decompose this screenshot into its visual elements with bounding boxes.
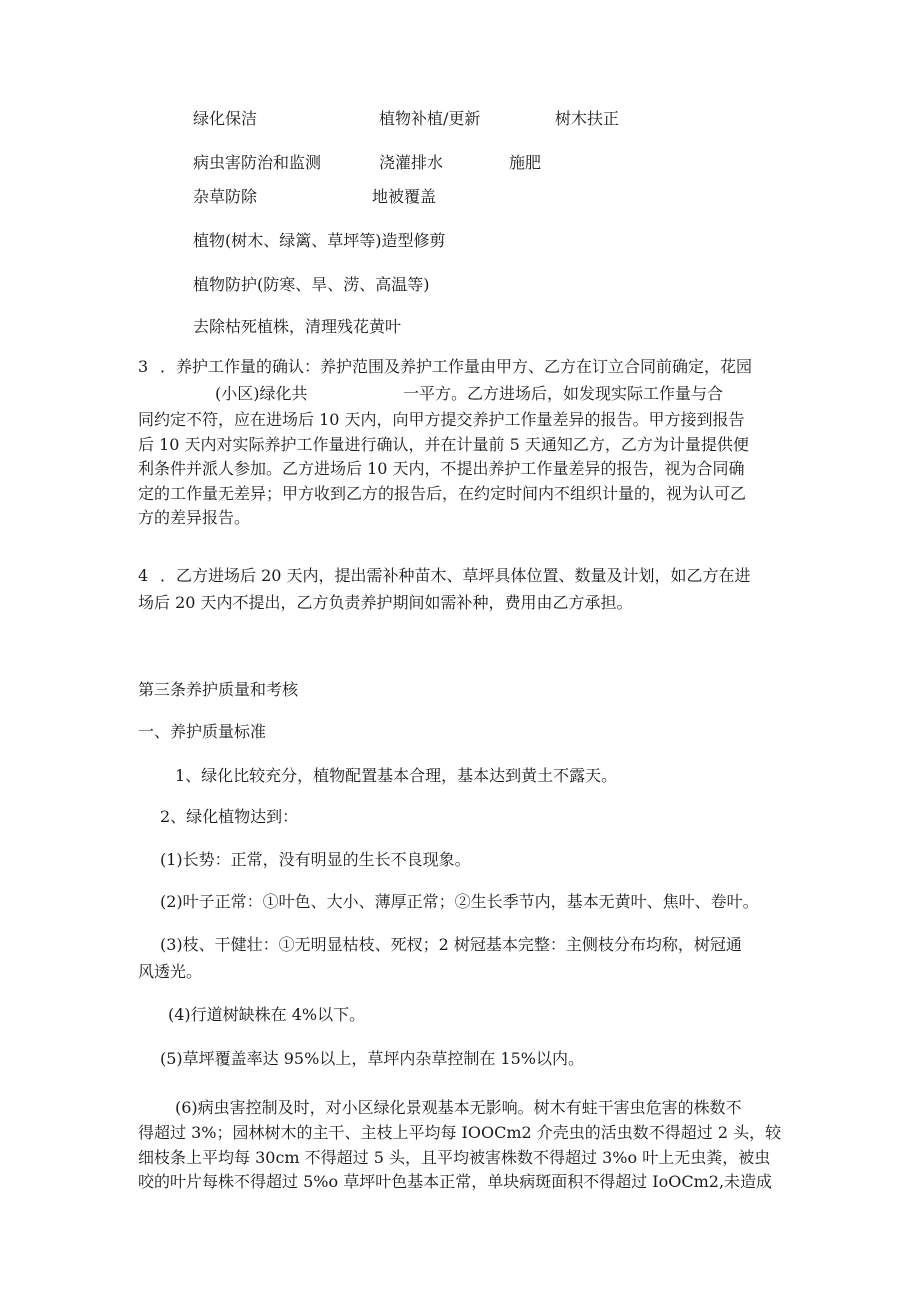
para3-line2a: (小区)绿化共	[215, 384, 308, 403]
criterion-2: (2)叶子正常：①叶色、大小、薄厚正常；②生长季节内，基本无黄叶、焦叶、卷叶。	[160, 892, 759, 911]
item-greening-cleaning: 绿化保洁	[193, 109, 258, 128]
item-plant-protection: 植物防护(防寒、旱、涝、高温等)	[193, 275, 430, 294]
item-weed-removal: 杂草防除	[193, 187, 258, 206]
para3-line1: ．养护工作量的确认：养护范围及养护工作量由甲方、乙方在订立合同前确定，花园	[160, 357, 753, 376]
para4-line1: ．乙方进场后 20 天内，提出需补种苗木、草坪具体位置、数量及计划，如乙方在进	[160, 566, 751, 585]
item-replant-renew: 植物补植/更新	[379, 109, 481, 128]
para4-line2: 场后 20 天内不提出，乙方负责养护期间如需补种，费用由乙方承担。	[138, 593, 633, 612]
standard-2: 2、绿化植物达到：	[160, 807, 299, 826]
para3-line6: 定的工作量无差异；甲方收到乙方的报告后，在约定时间内不组织计量的，视为认可乙	[138, 483, 747, 503]
item-shape-pruning: 植物(树木、绿篱、草坪等)造型修剪	[193, 231, 446, 250]
para3-line7: 方的差异报告。	[138, 508, 251, 527]
criterion-3-line2: 风透光。	[138, 962, 203, 981]
criterion-3-line1: (3)枝、干健壮：①无明显枯枝、死杈；2 树冠基本完整：主侧枝分布均称，树冠通	[160, 935, 742, 954]
criterion-6-line2: 得超过 3%；园林树木的主干、主枝上平均每 IOOCm2 介壳虫的活虫数不得超过 2 头，较	[138, 1123, 782, 1142]
para3-body	[138, 408, 798, 531]
item-fertilizing: 施肥	[509, 153, 542, 172]
para3-number: 3	[138, 357, 149, 376]
para3-line2b: 一平方。乙方进场后，如发现实际工作量与合	[403, 384, 724, 403]
criterion-5: (5)草坪覆盖率达 95%以上，草坪内杂草控制在 15%以内。	[160, 1049, 584, 1068]
criterion-6-line1: (6)病虫害控制及时，对小区绿化景观基本无影响。树木有蛀干害虫危害的株数不	[175, 1098, 742, 1117]
criterion-4: (4)行道树缺株在 4%以下。	[168, 1005, 366, 1024]
criterion-6-body	[138, 1121, 798, 1195]
para3-line3: 同约定不符，应在进场后 10 天内，向甲方提交养护工作量差异的报告。甲方接到报告	[138, 410, 745, 429]
item-ground-cover: 地被覆盖	[372, 187, 437, 206]
item-irrigation-drainage: 浇灌排水	[379, 153, 444, 172]
item-remove-dead: 去除枯死植株，清理残花黄叶	[193, 317, 402, 336]
standard-1: 1、绿化比较充分，植物配置基本合理，基本达到黄土不露天。	[175, 766, 618, 785]
item-pest-control: 病虫害防治和监测	[193, 153, 322, 172]
item-tree-straighten: 树木扶正	[555, 109, 620, 128]
criterion-6-line4: 咬的叶片每株不得超过 5%o 草坪叶色基本正常，单块病斑面积不得超过 IoOCm2,未造成	[138, 1172, 773, 1191]
quality-standard-heading: 一、养护质量标准	[138, 722, 267, 741]
criterion-6-line3: 细枝条上平均每 30cm 不得超过 5 头，且平均被害株数不得超过 3%o 叶上无虫粪，被虫	[138, 1147, 771, 1167]
para3-line4: 后 10 天内对实际养护工作量进行确认，并在计量前 5 天通知乙方，乙方为计量提供便	[138, 434, 749, 454]
criterion-1: (1)长势：正常，没有明显的生长不良现象。	[160, 850, 471, 869]
section3-heading: 第三条养护质量和考核	[138, 680, 299, 699]
para3-line5: 利条件并派人参加。乙方进场后 10 天内，不提出养护工作量差异的报告，视为合同确	[138, 459, 745, 478]
para4-number: 4	[138, 566, 149, 585]
